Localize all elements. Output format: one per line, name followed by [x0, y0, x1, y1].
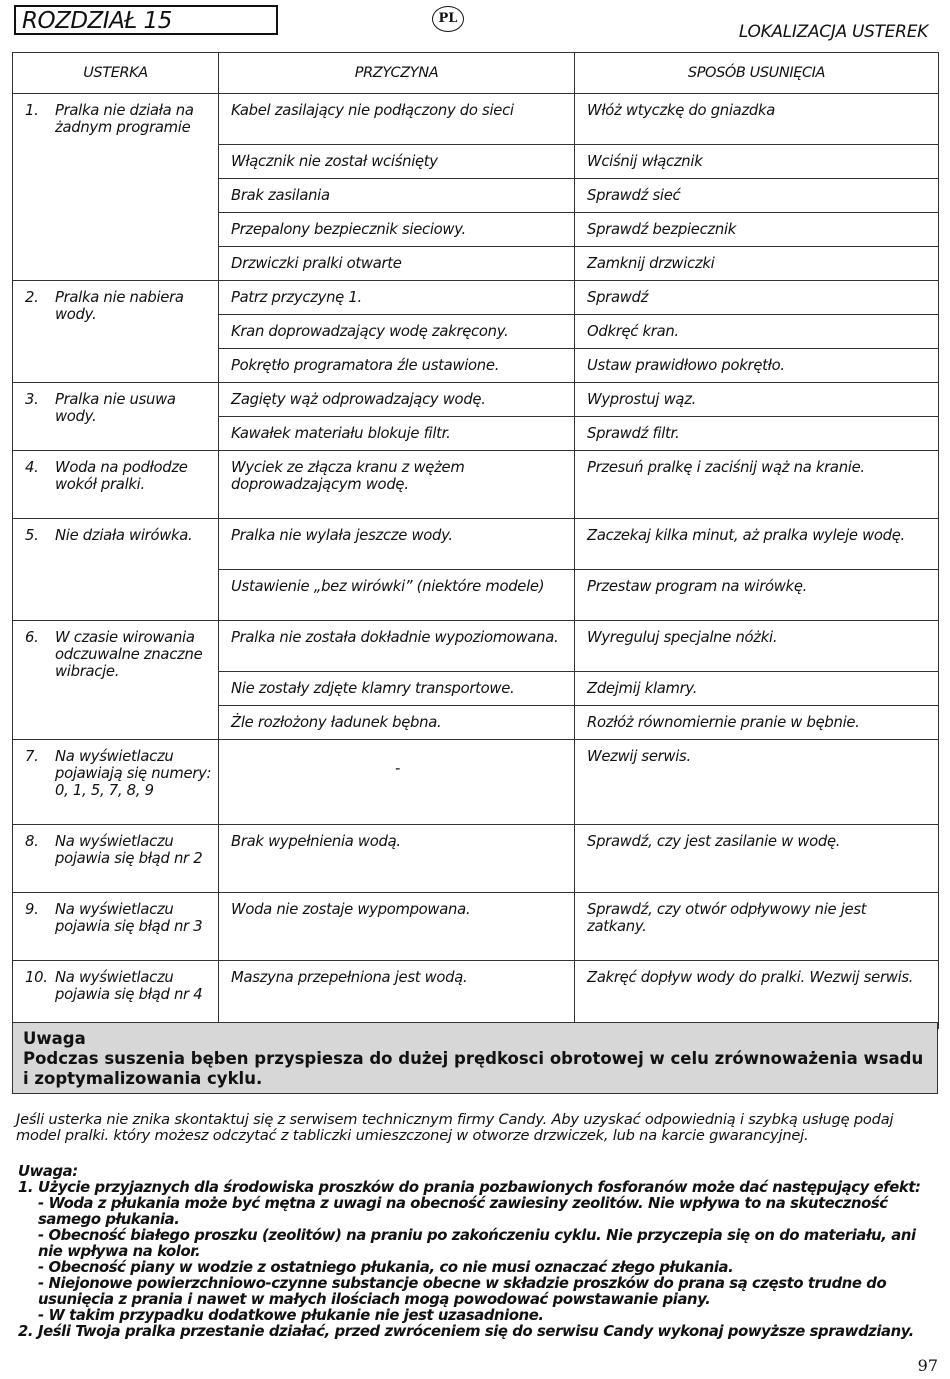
note-title: Uwaga	[23, 1029, 86, 1048]
footnote-2-text: Jeśli Twoja pralka przestanie działać, przed zwróceniem się do serwisu Candy wykonaj powyższe sprawdziany.	[38, 1323, 914, 1340]
fault-description: Na wyświetlaczu pojawia się błąd nr 3	[55, 901, 203, 935]
footnote-sub-1: - Woda z płukania może być mętna z uwagi na obecność zawiesiny zeolitów. Nie wpływa to na skuteczność samego płukania.	[38, 1195, 888, 1228]
footnote-1	[18, 1180, 934, 1196]
fault-description: Pralka nie działa na żadnym programie	[55, 102, 194, 136]
cause-cell: Woda nie zostaje wypompowana.	[219, 893, 575, 961]
fault-number: 8.	[25, 833, 39, 850]
remedy-cell: Wezwij serwis.	[575, 740, 939, 825]
fault-number: 5.	[25, 527, 39, 544]
table-header-row	[13, 53, 939, 94]
remedy-cell: Przesuń pralkę i zaciśnij wąż na kranie.	[575, 451, 939, 519]
fault-description: Pralka nie nabiera wody.	[55, 289, 184, 323]
cause-cell: Maszyna przepełniona jest wodą.	[219, 961, 575, 1029]
remedy-cell: Przestaw program na wirówkę.	[575, 570, 939, 621]
footnote-sub-4: - Niejonowe powierzchniowo-czynne substancje obecne w składzie proszków do prana są często trudne do usunięcia z prania i nawet w małych ilościach mogą powodować powstawanie piany.	[38, 1275, 887, 1308]
footnote-2-number: 2.	[18, 1323, 34, 1340]
footnote-1-number: 1.	[18, 1179, 34, 1196]
cause-cell: Żle rozłożony ładunek bębna.	[219, 706, 575, 740]
cause-cell: Drzwiczki pralki otwarte	[219, 247, 575, 281]
footnote-sub-3: - Obecność piany w wodzie z ostatniego płukania, co nie musi oznaczać złego płukania.	[38, 1259, 734, 1276]
footnote-sub-5: - W takim przypadku dodatkowe płukanie nie jest uzasadnione.	[38, 1307, 544, 1324]
cause-cell: Przepalony bezpiecznik sieciowy.	[219, 213, 575, 247]
cause-cell: Kran doprowadzający wodę zakręcony.	[219, 315, 575, 349]
fault-description: Pralka nie usuwa wody.	[55, 391, 176, 425]
chapter-title: ROZDZIAŁ 15	[22, 8, 172, 34]
remedy-cell: Sprawdź filtr.	[575, 417, 939, 451]
fault-number: 2.	[25, 289, 39, 306]
footnotes-title: Uwaga:	[18, 1163, 78, 1180]
fault-number: 1.	[25, 102, 39, 119]
remedy-cell: Zaczekaj kilka minut, aż pralka wyleje wodę.	[575, 519, 939, 570]
cause-cell: Brak zasilania	[219, 179, 575, 213]
note-text: Podczas suszenia bęben przyspiesza do dużej prędkosci obrotowej w celu zrównoważenia wsadu i zoptymalizowania cyklu.	[23, 1049, 924, 1088]
remedy-cell: Wciśnij włącznik	[575, 145, 939, 179]
remedy-cell: Sprawdź, czy jest zasilanie w wodę.	[575, 825, 939, 893]
remedy-cell: Sprawdź bezpiecznik	[575, 213, 939, 247]
fault-cell	[13, 451, 219, 519]
table-row	[13, 94, 939, 145]
note-box	[12, 1022, 938, 1094]
table-row	[13, 621, 939, 672]
footnote-2	[18, 1324, 934, 1340]
table-row	[13, 961, 939, 1029]
cause-cell: Wyciek ze złącza kranu z wężem doprowadzającym wodę.	[219, 451, 575, 519]
fault-number: 4.	[25, 459, 39, 476]
cause-cell: Kabel zasilający nie podłączony do sieci	[219, 94, 575, 145]
fault-description: Na wyświetlaczu pojawia się błąd nr 4	[55, 969, 203, 1003]
remedy-cell: Włóż wtyczkę do gniazdka	[575, 94, 939, 145]
fault-cell	[13, 740, 219, 825]
table-row	[13, 825, 939, 893]
footnote-1-text: Użycie przyjaznych dla środowiska proszków do prania pozbawionych fosforanów może dać następujący efekt:	[38, 1179, 921, 1196]
cause-cell: Ustawienie „bez wirówki” (niektóre modele)	[219, 570, 575, 621]
fault-description: Na wyświetlaczu pojawiają się numery: 0, 1, 5, 7, 8, 9	[55, 748, 212, 799]
cause-cell: Kawałek materiału blokuje filtr.	[219, 417, 575, 451]
fault-number: 6.	[25, 629, 39, 646]
fault-cell	[13, 383, 219, 451]
fault-cell	[13, 961, 219, 1029]
fault-number: 3.	[25, 391, 39, 408]
header-cause: PRZYCZYNA	[219, 53, 575, 94]
fault-cell	[13, 621, 219, 740]
cause-cell: Zagięty wąż odprowadzający wodę.	[219, 383, 575, 417]
fault-number: 10.	[25, 969, 48, 986]
fault-number: 7.	[25, 748, 39, 765]
remedy-cell: Odkręć kran.	[575, 315, 939, 349]
header-remedy: SPOSÓB USUNIĘCIA	[575, 53, 939, 94]
language-badge: PL	[432, 6, 464, 32]
remedy-cell: Wyprostuj wąz.	[575, 383, 939, 417]
fault-cell	[13, 94, 219, 281]
remedy-cell: Sprawdź sieć	[575, 179, 939, 213]
fault-description: Na wyświetlaczu pojawia się błąd nr 2	[55, 833, 203, 867]
header-fault: USTERKA	[13, 53, 219, 94]
remedy-cell: Zdejmij klamry.	[575, 672, 939, 706]
footnote-sub-2: - Obecność białego proszku (zeolitów) na praniu po zakończeniu cyklu. Nie przyczepia się on do materiału, ani nie wpływa na kolor.	[38, 1227, 916, 1260]
table-row	[13, 740, 939, 825]
service-info-text: Jeśli usterka nie znika skontaktuj się z serwisem technicznym firmy Candy. Aby uzyskać odpowiednią i szybką usługę podaj model pralki. który możesz odczytać z tabliczki umieszczonej w otworze drzwiczek, lub na karcie gwarancyjnej.	[16, 1111, 894, 1144]
fault-cell	[13, 825, 219, 893]
table-row	[13, 451, 939, 519]
cause-cell: Pralka nie wylała jeszcze wody.	[219, 519, 575, 570]
fault-description: Woda na podłodze wokół pralki.	[55, 459, 188, 493]
fault-number: 9.	[25, 901, 39, 918]
chapter-box	[14, 5, 278, 35]
page-number: 97	[917, 1356, 938, 1375]
section-title: LOKALIZACJA USTEREK	[738, 22, 928, 42]
table-row	[13, 519, 939, 570]
cause-cell: Patrz przyczynę 1.	[219, 281, 575, 315]
remedy-cell: Ustaw prawidłowo pokrętło.	[575, 349, 939, 383]
table-row	[13, 893, 939, 961]
cause-cell: Nie zostały zdjęte klamry transportowe.	[219, 672, 575, 706]
cause-cell: -	[219, 740, 575, 825]
cause-cell: Włącznik nie został wciśnięty	[219, 145, 575, 179]
remedy-cell: Sprawdź	[575, 281, 939, 315]
remedy-cell: Wyreguluj specjalne nóżki.	[575, 621, 939, 672]
remedy-cell: Zamknij drzwiczki	[575, 247, 939, 281]
table-row	[13, 383, 939, 417]
fault-cell	[13, 893, 219, 961]
remedy-cell: Sprawdź, czy otwór odpływowy nie jest zatkany.	[575, 893, 939, 961]
footnotes	[18, 1164, 934, 1340]
fault-description: W czasie wirowania odczuwalne znaczne wibracje.	[55, 629, 203, 680]
remedy-cell: Rozłóż równomiernie pranie w bębnie.	[575, 706, 939, 740]
remedy-cell: Zakręć dopływ wody do pralki. Wezwij serwis.	[575, 961, 939, 1029]
cause-cell: Pokrętło programatora źle ustawione.	[219, 349, 575, 383]
cause-cell: Pralka nie została dokładnie wypoziomowana.	[219, 621, 575, 672]
fault-description: Nie działa wirówka.	[55, 527, 193, 544]
fault-cell	[13, 281, 219, 383]
troubleshooting-table	[12, 52, 939, 1029]
fault-cell	[13, 519, 219, 621]
table-row	[13, 281, 939, 315]
cause-cell: Brak wypełnienia wodą.	[219, 825, 575, 893]
